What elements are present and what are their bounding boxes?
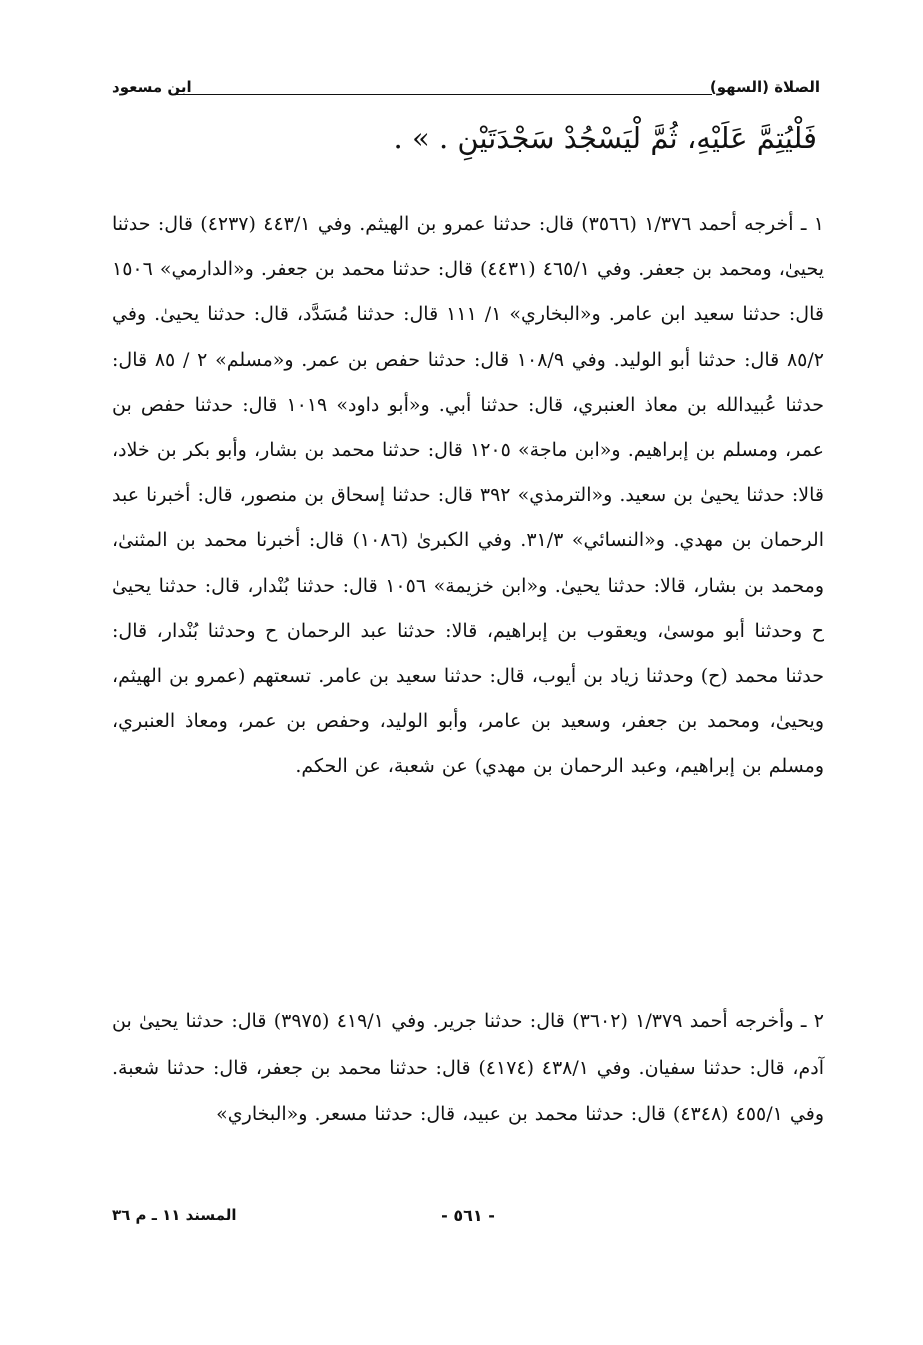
page-number: - ٥٦١ - [441, 1206, 495, 1225]
header-rule [176, 94, 712, 95]
volume-signature: المسند ١١ ـ م ٣٦ [112, 1206, 237, 1224]
footnote-1: ١ ـ أخرجه أحمد ١/٣٧٦ (٣٥٦٦) قال: حدثنا عمرو بن الهيثم. وفي ٤٤٣/١ (٤٢٣٧) قال: حدثنا يحيىٰ، ومحمد بن جعفر. وفي ٤٦٥/١ (٤٤٣١) قال: حدثنا محمد بن جعفر. و«الدارمي» ١٥٠٦ قال: حدثنا سعيد ابن عامر. و«البخاري» ١/ ١١١ قال: حدثنا مُسَدَّد، قال: حدثنا يحيىٰ. وفي ٨٥/٢ قال: حدثنا أبو الوليد. وفي ١٠٨/٩ قال: حدثنا حفص بن عمر. و«مسلم» ٢ / ٨٥ قال: حدثنا عُبيدالله بن معاذ العنبري، قال: حدثنا أبي. و«أبو داود» ١٠١٩ قال: حدثنا حفص بن عمر، ومسلم بن إبراهيم. و«ابن ماجة» ١٢٠٥ قال: حدثنا محمد بن بشار، وأبو بكر بن خلاد، قالا: حدثنا يحيىٰ بن سعيد. و«الترمذي» ٣٩٢ قال: حدثنا إسحاق بن منصور، قال: أخبرنا عبد الرحمان بن مهدي. و«النسائي» ٣١/٣. وفي الكبرىٰ (١٠٨٦) قال: أخبرنا محمد بن المثنىٰ، ومحمد بن بشار، قالا: حدثنا يحيىٰ. و«ابن خزيمة» ١٠٥٦ قال: حدثنا بُنْدار، قال: حدثنا يحيىٰ ح وحدثنا أبو موسىٰ، ويعقوب بن إبراهيم، قالا: حدثنا عبد الرحمان ح وحدثنا بُنْدار، قال: حدثنا محمد (ح) وحدثنا زياد بن أيوب، قال: حدثنا سعيد بن عامر. تسعتهم (عمرو بن الهيثم، ويحيىٰ، ومحمد بن جعفر، وسعيد بن عامر، وأبو الوليد، وحفص بن عمر، ومعاذ العنبري، ومسلم بن إبراهيم، وعبد الرحمان بن مهدي) عن شعبة، عن الحكم. [112, 213, 825, 778]
hadith-text-ending: فَلْيُتِمَّ عَلَيْهِ، ثُمَّ لْيَسْجُدْ سَجْدَتَيْنِ . » . [393, 121, 817, 155]
footnote-2: ٢ ـ وأخرجه أحمد ١/٣٧٩ (٣٦٠٢) قال: حدثنا جرير. وفي ٤١٩/١ (٣٩٧٥) قال: حدثنا يحيىٰ بن آدم، قال: حدثنا سفيان. وفي ٤٣٨/١ (٤١٧٤) قال: حدثنا محمد بن جعفر، قال: حدثنا شعبة. وفي ٤٥٥/١ (٤٣٤٨) قال: حدثنا محمد بن عبيد، قال: حدثنا مسعر. و«البخاري» [112, 1010, 825, 1125]
narrator-name: ابن مسعود [112, 78, 192, 96]
running-header [112, 74, 820, 104]
page-footer [112, 1206, 824, 1230]
section-title: الصلاة (السهو) [709, 78, 820, 96]
